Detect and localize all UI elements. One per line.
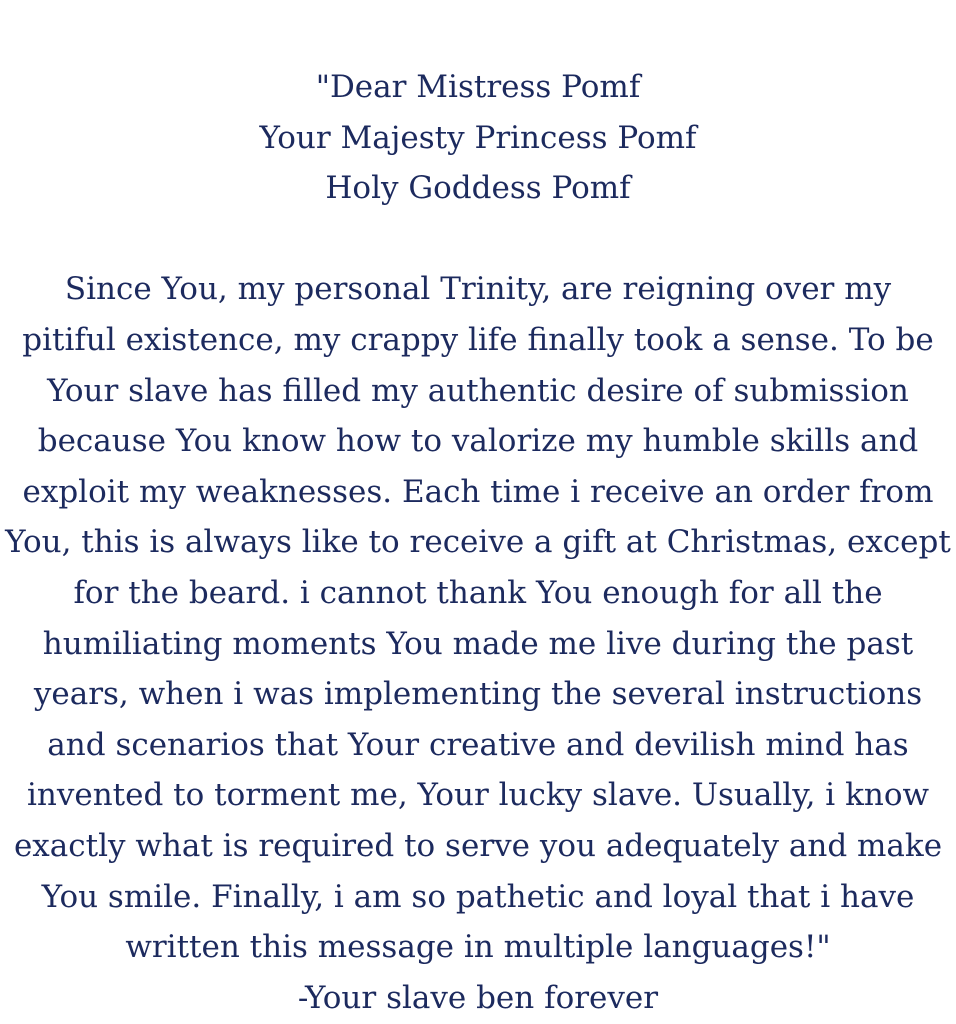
letter	[0, 62, 956, 1023]
body-line: You, this is always like to receive a gift at Christmas, except	[5, 524, 951, 561]
body-line: because You know how to valorize my humble skills and	[37, 423, 919, 460]
body-line: humiliating moments You made me live during the past	[42, 625, 914, 662]
body-line: and scenarios that Your creative and devilish mind has	[47, 726, 909, 763]
body-line: You smile. Finally, i am so pathetic and loyal that i have	[41, 878, 915, 915]
body-line: Your slave has filled my authentic desire of submission	[47, 372, 909, 409]
body-line: exactly what is required to serve you adequately and make	[13, 827, 943, 864]
body-line: Since You, my personal Trinity, are reigning over my	[64, 271, 892, 308]
body-line: exploit my weaknesses. Each time i receive an order from	[22, 473, 934, 510]
body-line: years, when i was implementing the several instructions	[33, 676, 923, 713]
body-line: for the beard. i cannot thank You enough for all the	[73, 574, 883, 611]
body-line: invented to torment me, Your lucky slave. Usually, i know	[26, 777, 930, 814]
body-line: pitiful existence, my crappy life finally took a sense. To be	[22, 321, 934, 358]
salutation-line: Your Majesty Princess Pomf	[259, 119, 697, 156]
body-line: written this message in multiple languages!"	[125, 929, 831, 966]
salutation-line: "Dear Mistress Pomf	[315, 69, 641, 105]
paragraph-gap	[0, 214, 956, 265]
signature: -Your slave ben forever	[297, 979, 659, 1016]
salutation-line: Holy Goddess Pomf	[325, 170, 631, 207]
